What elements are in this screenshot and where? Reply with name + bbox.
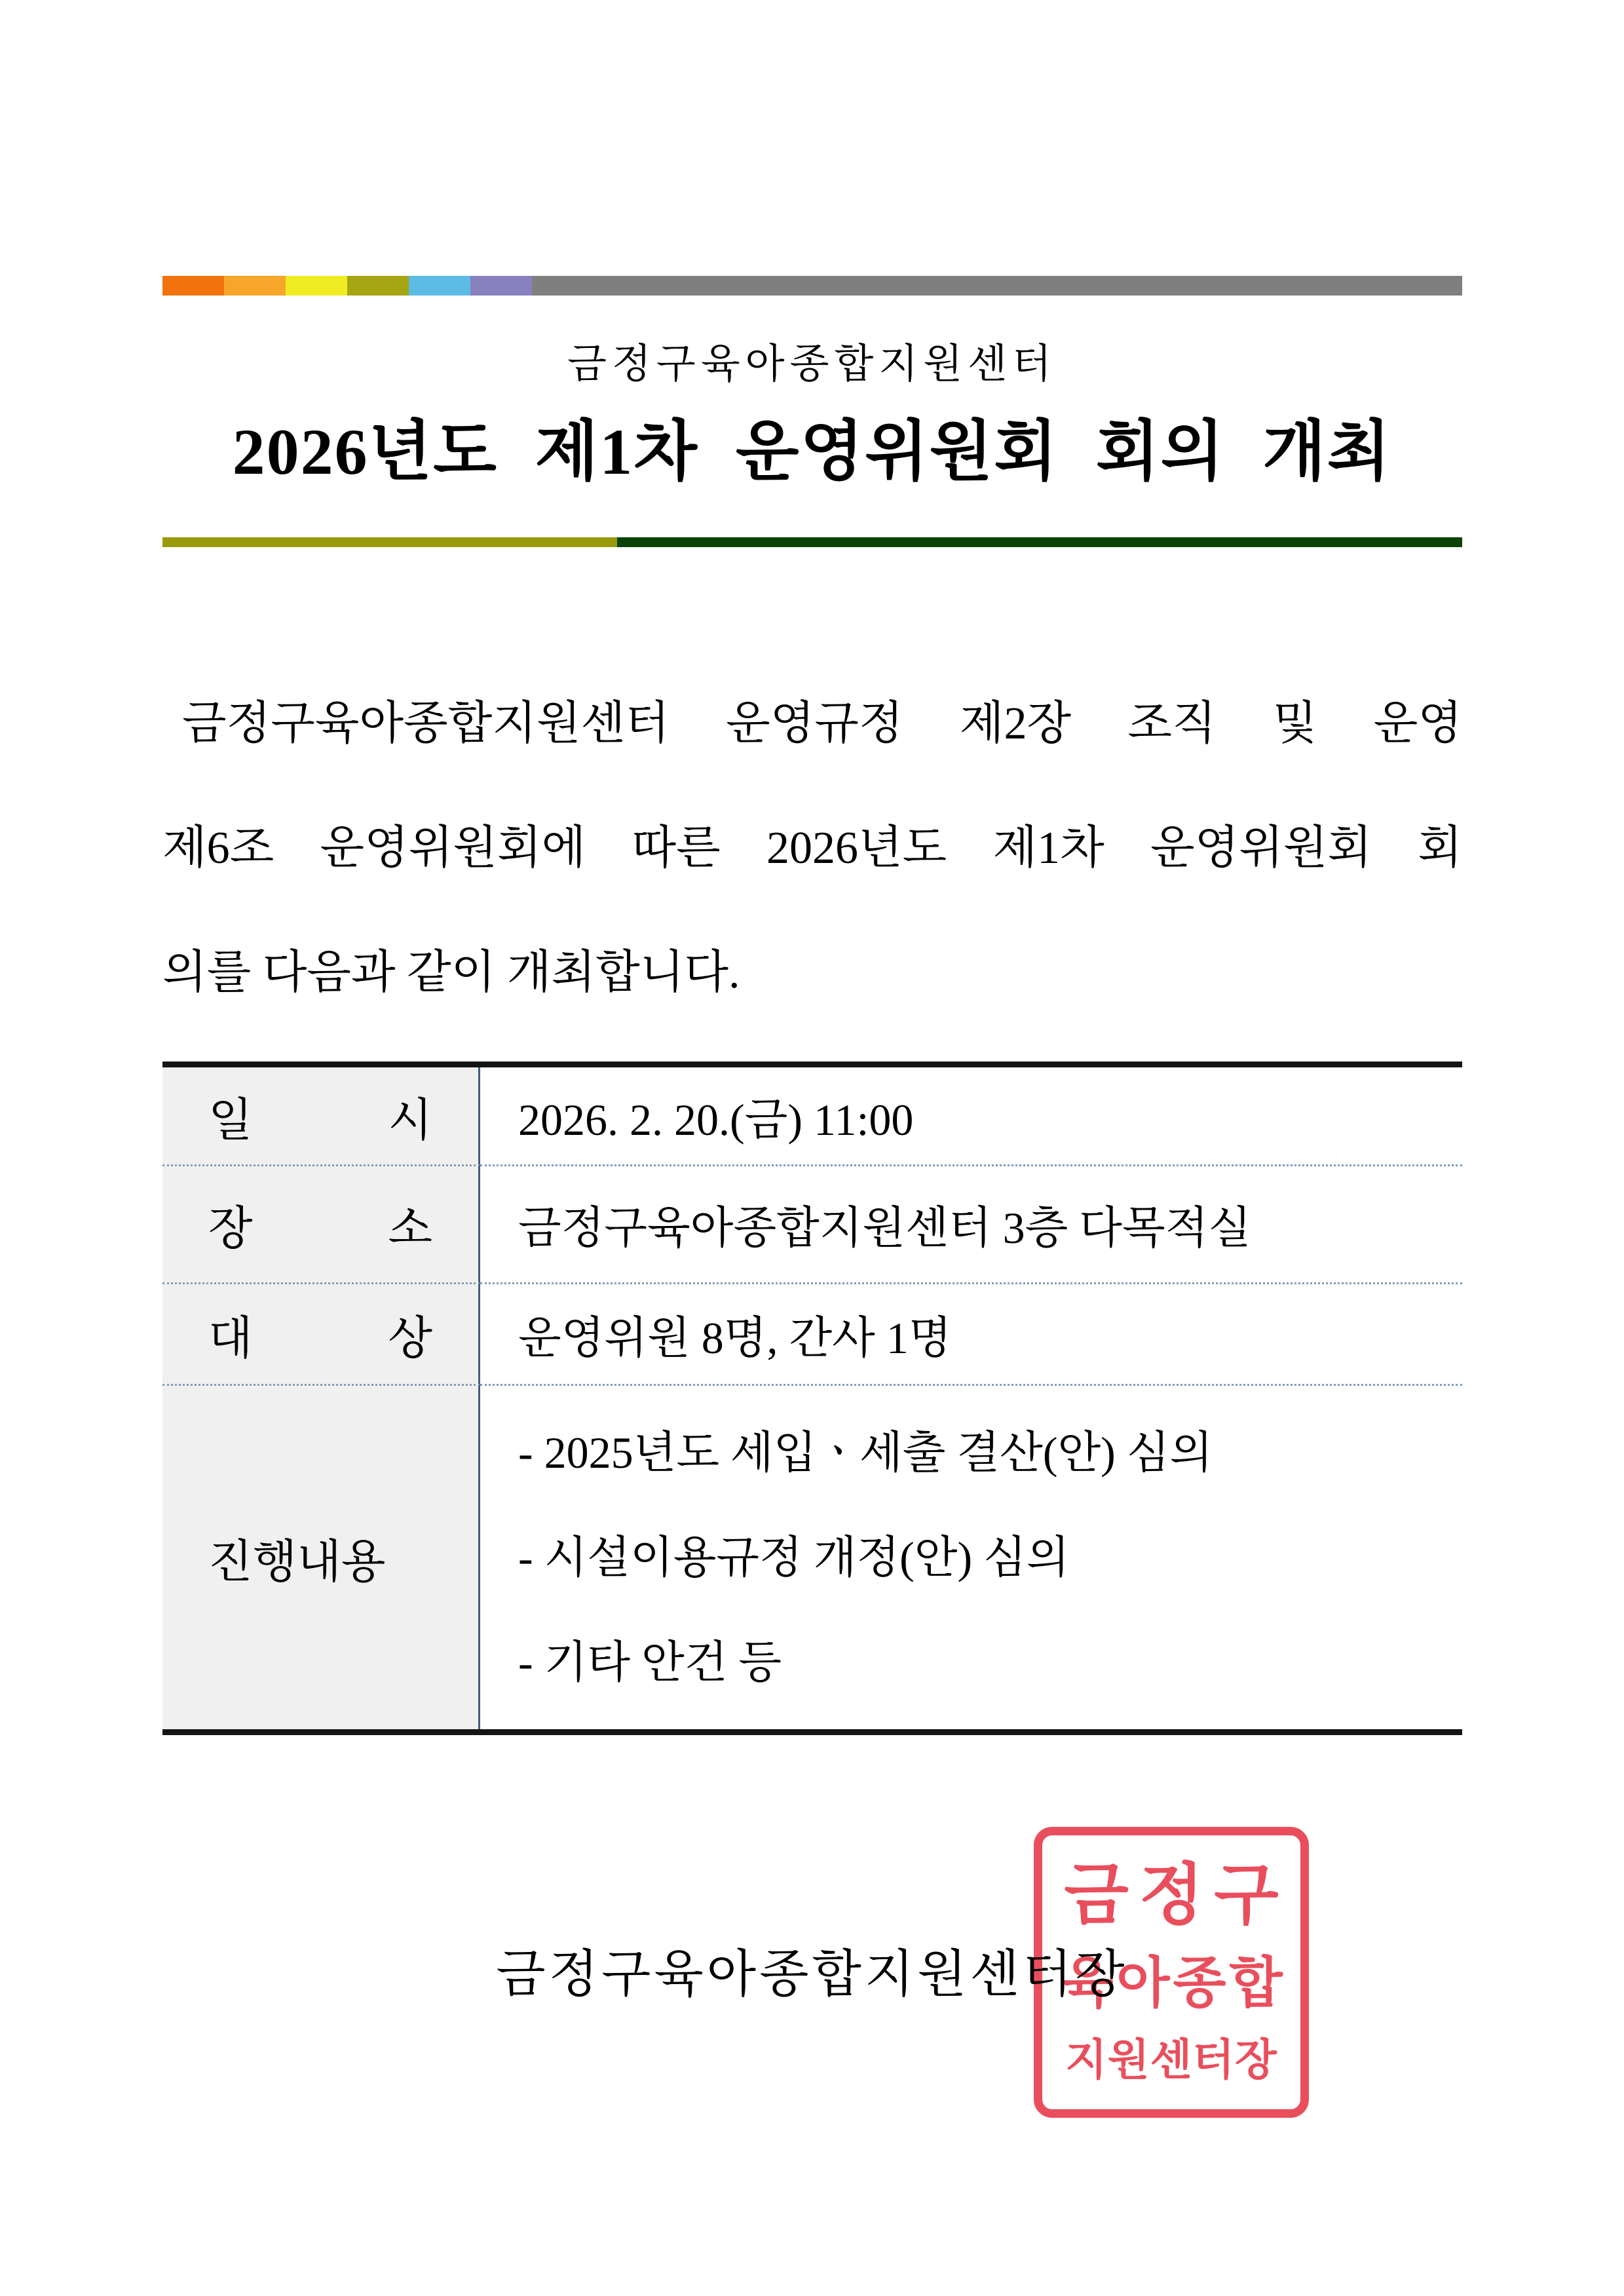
intro-paragraph: [162, 662, 1462, 1035]
bar-segment-gray: [532, 276, 1462, 296]
bar-segment-purple: [470, 276, 532, 296]
row-agenda-label-cell: [162, 1384, 480, 1729]
row-datetime-label: 일 시: [208, 1095, 432, 1146]
row-agenda-value: [480, 1384, 1462, 1729]
agenda-item-2: - 시설이용규정 개정(안) 심의: [518, 1533, 1070, 1582]
stamp-line-2: 육아종합: [1060, 1953, 1286, 2014]
bar-segment-olive: [347, 276, 409, 296]
official-stamp: [1034, 1827, 1309, 2118]
intro-line-2: 제6조 운영위원회에 따른 2026년도 제1차 운영위원회 회: [162, 823, 1462, 873]
center-name-heading: 금정구육아종합지원센터: [567, 342, 1057, 387]
signer-title: 금정구육아종합지원센터장: [496, 1945, 1128, 2002]
row-location-label-cell: [162, 1164, 480, 1282]
title-divider: [162, 537, 1462, 547]
bar-segment-skyblue: [409, 276, 470, 296]
bar-segment-amber: [224, 276, 286, 296]
row-attendees-label-cell: [162, 1282, 480, 1384]
intro-line-1: 금정구육아종합지원센터 운영규정 제2장 조직 및 운영: [182, 698, 1462, 749]
row-attendees-value: 운영위원 8명, 간사 1명: [480, 1282, 1462, 1384]
row-location-label: 장 소: [208, 1204, 432, 1254]
agenda-item-3: - 기타 안건 등: [518, 1637, 782, 1687]
row-datetime-label-cell: [162, 1067, 480, 1164]
stamp-line-3: 지원센터장: [1065, 2036, 1277, 2084]
divider-green-segment: [617, 537, 1462, 547]
bar-segment-yellow: [286, 276, 347, 296]
row-attendees-label: 대 상: [208, 1313, 432, 1364]
bar-segment-orange: [162, 276, 224, 296]
top-color-bar: [162, 276, 1462, 296]
stamp-line-1: 금정구: [1064, 1858, 1289, 1933]
row-datetime-value: 2026. 2. 20.(금) 11:00: [518, 1094, 914, 1145]
divider-olive-segment: [162, 537, 617, 547]
agenda-item-1: - 2025년도 세입ㆍ세출 결산(안) 심의: [518, 1428, 1213, 1478]
meeting-info-table: [162, 1062, 1462, 1735]
intro-line-3: 의를 다음과 같이 개최합니다.: [162, 947, 740, 998]
row-agenda-label: 진행내용: [208, 1537, 386, 1588]
document-title: 2026년도 제1차 운영위원회 회의 개최: [232, 415, 1392, 488]
row-location-value: 금정구육아종합지원센터 3층 다목적실: [480, 1164, 1462, 1282]
